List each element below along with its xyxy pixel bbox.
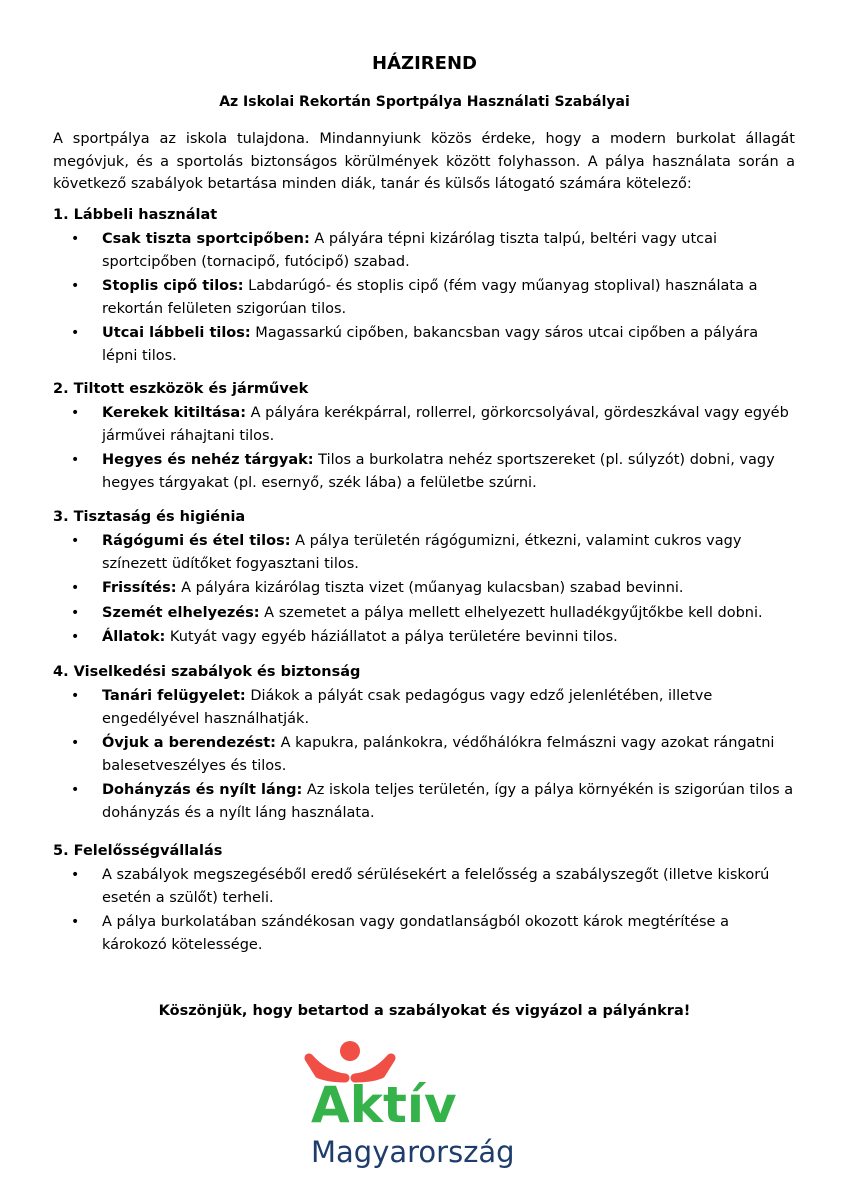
rule-item [53,779,795,824]
rule-item [53,228,795,273]
rule-text: Kutyát vagy egyéb háziállatot a pálya területére bevinni tilos. [165,629,618,645]
rule-text: A szabályok megszegéséből eredő sérülésekért a felelősség a szabályszegőt (illetve kiskorú esetén a szülőt) terheli. [102,867,770,906]
rule-label: Kerekek kitiltása: [102,405,246,421]
rule-item [53,626,795,649]
rule-text: A pálya területén rágógumizni, étkezni, valamint cukros vagy színezett üdítőket fogyasztani tilos. [102,533,742,572]
rule-list [53,228,795,367]
bullet-icon: • [71,231,80,247]
intro-paragraph: A sportpálya az iskola tulajdona. Mindannyiunk közös érdeke, hogy a modern burkolat állagát megóvjuk, és a sportolás biztonságos körülmények között folyhasson. A pálya használata során a következő szabályok betartása minden diák, tanár és külsős látogató számára kötelező: [53,131,795,192]
rule-label: Szemét elhelyezés: [102,604,260,621]
rule-text: Tilos a burkolatra nehéz sportszereket (pl. súlyzót) dobni, vagy hegyes tárgyakat (pl. esernyő, szék lába) a felületbe szúrni. [102,452,775,491]
section-title: 4. Viselkedési szabályok és biztonság [53,664,361,680]
section-title: 1. Lábbeli használat [53,207,218,223]
rule-text: A pályára kerékpárral, rollerrel, görkorcsolyával, gördeszkával vagy egyéb járművei ráhajtani tilos. [102,405,789,444]
rule-text: A szemetet a pálya mellett elhelyezett hulladékgyűjtőkbe kell dobni. [259,604,763,621]
bullet-icon: • [71,688,80,704]
section-title: 2. Tiltott eszközök és járművek [53,381,309,397]
rule-text: A pályára kizárólag tiszta vizet (műanyag kulacsban) szabad bevinni. [176,580,684,596]
logo-word-magyarorszag: Magyarország [311,1135,515,1169]
aktiv-magyarorszag-logo [303,1040,553,1170]
rule-label: Stoplis cipő tilos: [102,278,244,294]
figure-icon [309,1041,391,1078]
rule-label: Rágógumi és étel tilos: [102,533,291,549]
rule-text: A kapukra, palánkokra, védőhálókra felmászni vagy azokat rángatni balesetveszélyes és tilos. [102,735,775,774]
bullet-icon: • [71,782,80,798]
rule-item [53,732,795,777]
rule-list [53,685,795,824]
rule-text: Diákok a pályát csak pedagógus vagy edző jelenlétében, illetve engedélyével használhatják. [102,688,713,727]
logo-word-aktiv: Aktív [311,1076,457,1134]
bullet-icon: • [71,629,80,645]
rule-text: Labdarúgó- és stoplis cipő (fém vagy műanyag stoplival) használata a rekortán felületen szigorúan tilos. [102,278,758,317]
rule-text: Magassarkú cipőben, bakancsban vagy sáros utcai cipőben a pályára lépni tilos. [102,325,759,364]
rule-label: Dohányzás és nyílt láng: [102,782,303,798]
rule-label: Hegyes és nehéz tárgyak: [102,452,314,468]
page-title: HÁZIREND [372,53,477,74]
rule-list [53,864,795,956]
rule-item [53,602,795,625]
rule-label: Óvjuk a berendezést: [102,735,276,751]
rule-item [53,530,795,575]
bullet-icon: • [71,580,80,596]
rule-label: Tanári felügyelet: [102,688,246,704]
bullet-icon: • [71,325,80,341]
section-hygiene [53,506,795,651]
bullet-icon: • [71,405,80,421]
rule-list [53,530,795,649]
section-footwear [53,204,795,369]
bullet-icon: • [71,278,80,294]
rule-text: A pálya burkolatában szándékosan vagy gondatlanságból okozott károk megtérítése a károkozó kötelessége. [102,914,729,953]
rule-item [53,864,795,909]
rule-item [53,275,795,320]
rule-item [53,402,795,447]
section-liability [53,840,795,958]
rule-item [53,577,795,600]
section-title: 3. Tisztaság és higiénia [53,509,246,525]
section-title: 5. Felelősségvállalás [53,843,223,859]
bullet-icon: • [71,452,80,468]
rule-label: Csak tiszta sportcipőben: [102,231,310,247]
rule-text: A pályára tépni kizárólag tiszta talpú, beltéri vagy utcai sportcipőben (tornacipő, futócipő) szabad. [102,231,718,270]
bullet-icon: • [71,735,80,751]
page-subtitle: Az Iskolai Rekortán Sportpálya Használati Szabályai [219,94,630,110]
bullet-icon: • [71,533,80,549]
rule-label: Frissítés: [102,580,177,596]
rule-list [53,402,795,494]
rule-text: Az iskola teljes területén, így a pálya környékén is szigorúan tilos a dohányzás és a nyílt láng használata. [102,782,794,821]
bullet-icon: • [71,914,80,930]
section-prohibited-items [53,378,795,496]
rule-label: Állatok: [102,629,166,645]
thank-you-note: Köszönjük, hogy betartod a szabályokat és vigyázol a pályánkra! [158,1003,691,1019]
bullet-icon: • [71,867,80,883]
rule-item [53,449,795,494]
section-behaviour [53,661,795,826]
rule-item [53,911,795,956]
rule-label: Utcai lábbeli tilos: [102,325,251,341]
bullet-icon: • [71,604,80,621]
rule-item [53,685,795,730]
rule-item [53,322,795,367]
